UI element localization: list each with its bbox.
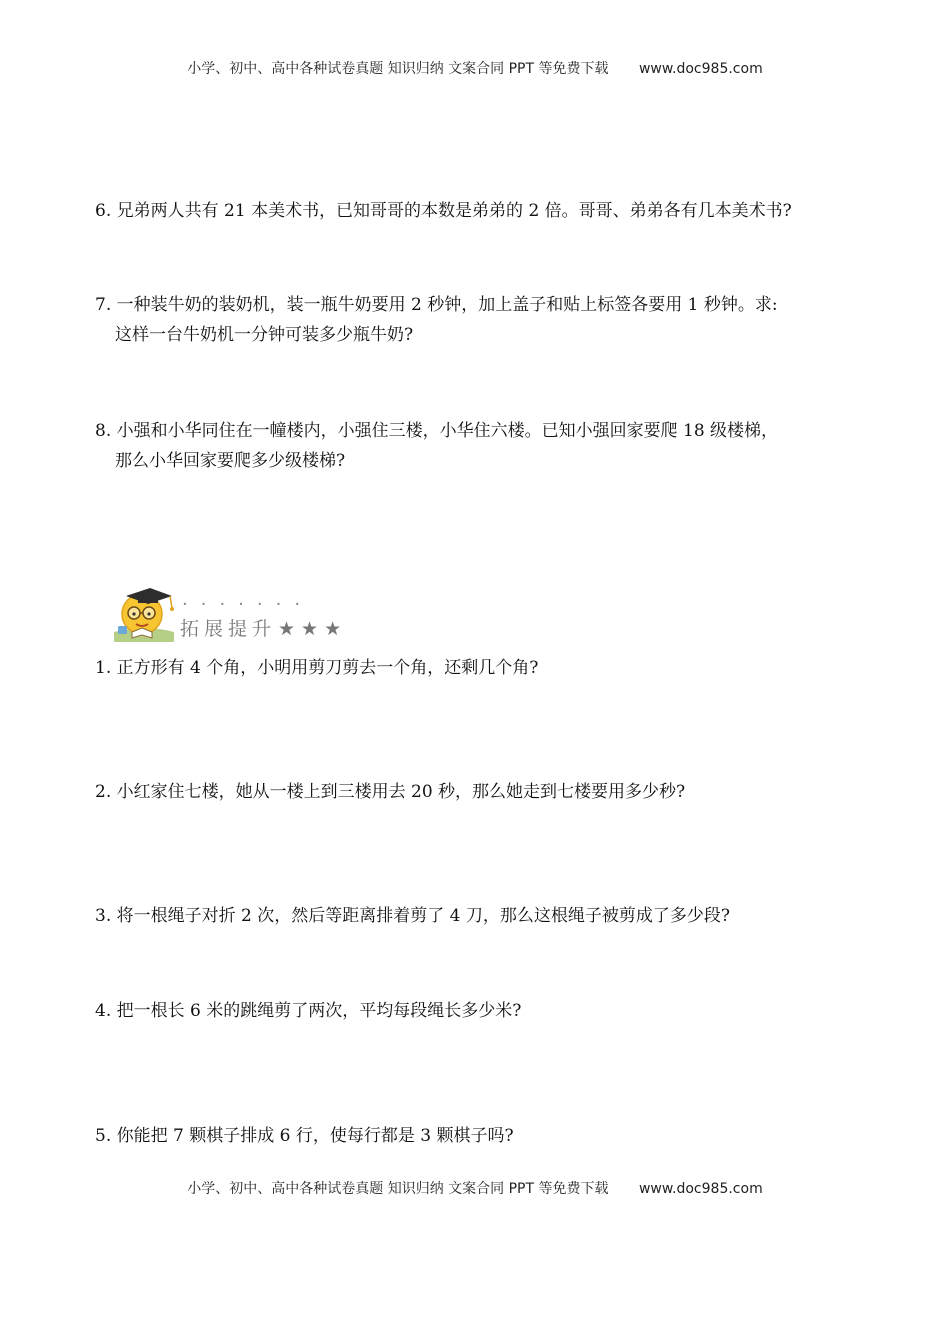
footer-site-link[interactable]: www.doc985.com: [638, 1181, 763, 1197]
extension-question-3: [95, 901, 875, 931]
section-header: [112, 580, 392, 650]
footer-text: 小学、初中、高中各种试卷真题 知识归纳 文案合同 PPT 等免费下载: [187, 1181, 609, 1197]
header-text: 小学、初中、高中各种试卷真题 知识归纳 文案合同 PPT 等免费下载: [187, 61, 609, 77]
extension-question-4-text: 4. 把一根长 6 米的跳绳剪了两次，平均每段绳长多少米?: [95, 1001, 522, 1021]
question-6: [95, 196, 875, 226]
page-header: [0, 58, 950, 78]
extension-question-5: [95, 1121, 875, 1151]
question-7-line2: 这样一台牛奶机一分钟可装多少瓶牛奶?: [115, 325, 414, 345]
star-rating-icon: ★★★: [278, 618, 348, 640]
section-title-row: [180, 614, 347, 641]
graduate-mascot-icon: [112, 580, 178, 646]
extension-question-2: [95, 777, 875, 807]
question-8-line2: 那么小华回家要爬多少级楼梯?: [115, 451, 346, 471]
section-title: 拓展提升: [180, 618, 277, 640]
question-8: [95, 416, 875, 476]
question-6-text: 6. 兄弟两人共有 21 本美术书，已知哥哥的本数是弟弟的 2 倍。哥哥、弟弟各有几本美术书?: [95, 201, 792, 221]
question-8-line1: 8. 小强和小华同住在一幢楼内，小强住三楼，小华住六楼。已知小强回家要爬 18 级楼梯，: [95, 421, 779, 441]
question-7-line1: 7. 一种装牛奶的装奶机，装一瓶牛奶要用 2 秒钟，加上盖子和贴上标签各要用 1 秒钟。求:: [95, 295, 778, 315]
extension-question-1-text: 1. 正方形有 4 个角，小明用剪刀剪去一个角，还剩几个角?: [95, 658, 539, 678]
question-7: [95, 290, 875, 350]
extension-question-3-text: 3. 将一根绳子对折 2 次，然后等距离排着剪了 4 刀，那么这根绳子被剪成了多少段?: [95, 906, 730, 926]
extension-question-4: [95, 996, 875, 1026]
extension-question-2-text: 2. 小红家住七楼，她从一楼上到三楼用去 20 秒，那么她走到七楼要用多少秒?: [95, 782, 686, 802]
extension-question-1: [95, 653, 875, 683]
header-site-link[interactable]: www.doc985.com: [638, 61, 763, 77]
extension-question-5-text: 5. 你能把 7 颗棋子排成 6 行，使每行都是 3 颗棋子吗?: [95, 1126, 514, 1146]
section-dots: ·······: [182, 594, 314, 615]
page-footer: [0, 1178, 950, 1198]
